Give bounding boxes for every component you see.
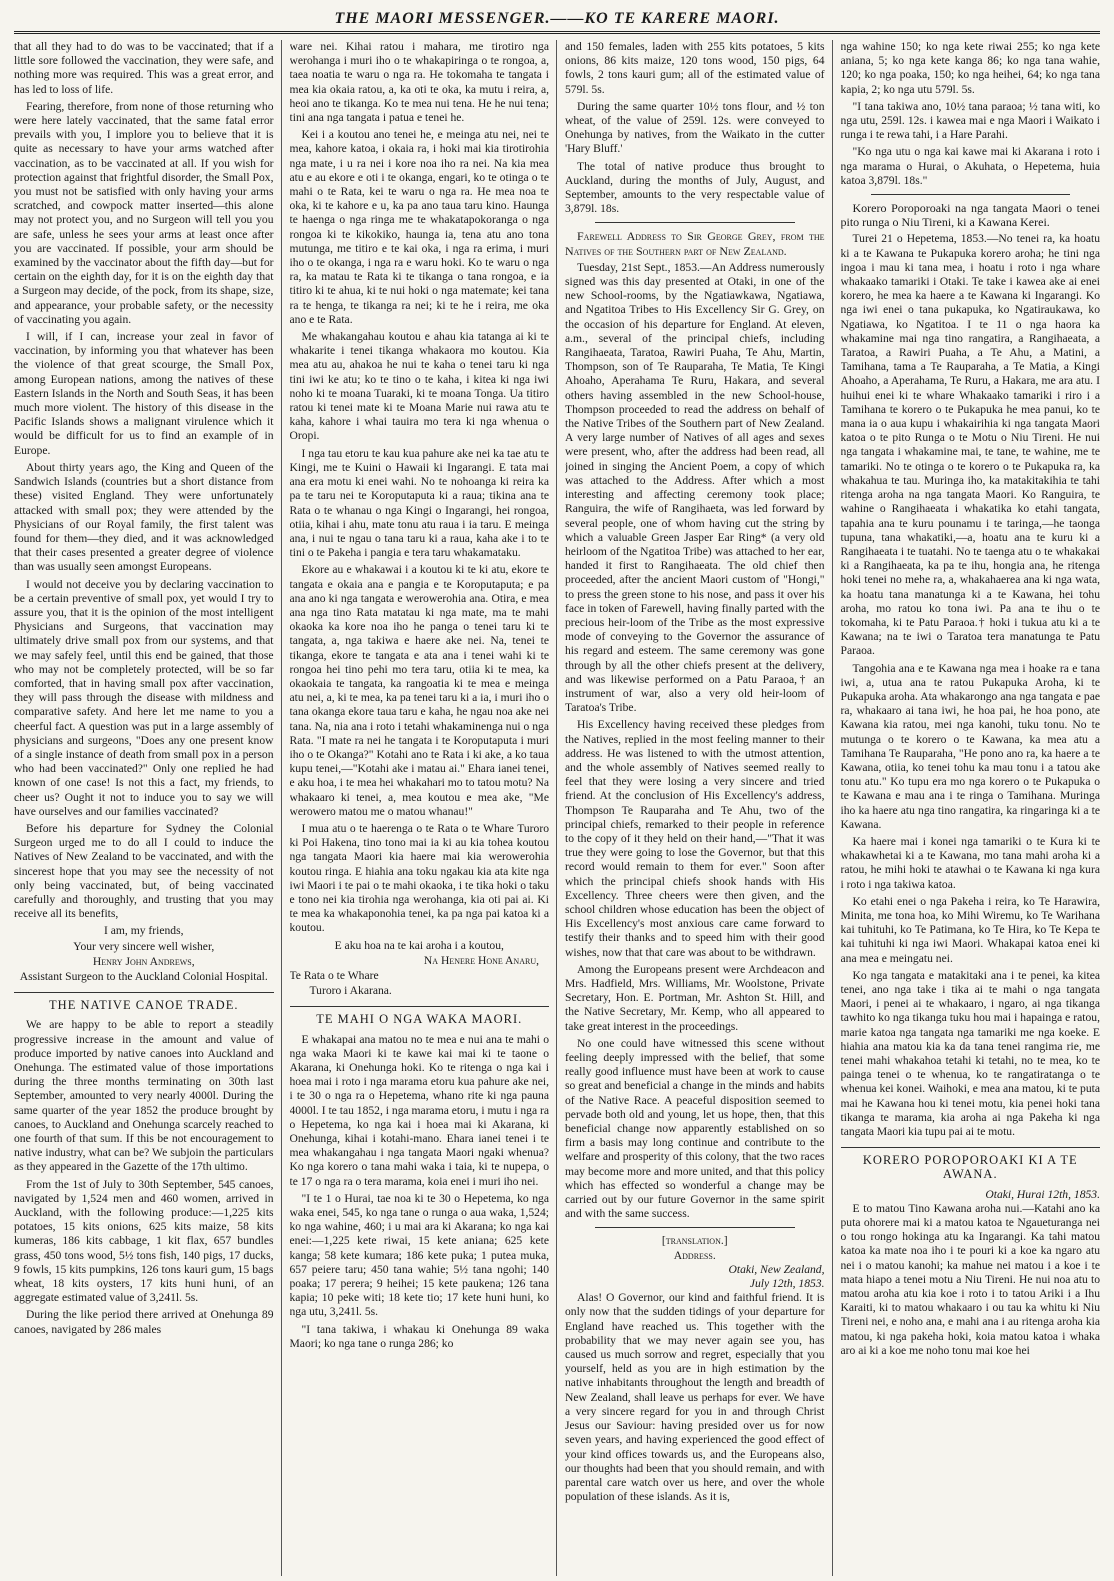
paragraph: Ko etahi enei o nga Pakeha i reira, ko Te Harawira, Minita, me tona hoa, ko Mihi Wiremu, ko Te Warihana kai tuhituhi, ko Te Patimana, ko Te Hira, ko Te Kepa te kai tuhituhi ki nga iwi Maori. Whakapai katoa enei ki ana mea e meingatu nei. — [840, 894, 1100, 965]
column-1 — [14, 40, 282, 1576]
paragraph: "I te 1 o Hurai, tae noa ki te 30 o Hepetema, ko nga waka enei, 545, ko nga tane o runga o aua waka, 1,524; ko nga wahine, 460; i u mai ara ki Akarana; ko nga kai enei:—1,225 kete riwai, 15 kete aniana; 625 kete kanga; 58 kete kumara; 186 kete puka; 1 putea muka, 657 peiere taru; 450 tana wahie; 5½ tana ngohi; 140 poaka; 17 perera; 9 heihei; 15 kete paukena; 126 tana kapia; 10 peke witi; 18 kete tio; 17 kete huni huni, ko nga utu, 3,241l. 5s. — [289, 1191, 549, 1319]
paragraph: Ka haere mai i konei nga tamariki o te Kura ki te whakawhetai ki a te Kawana, mo tana mahi aroha ki a ratou, he mihi hoki te atawhai o te Kawana ki nga kura i roto i nga takiwa katoa. — [840, 834, 1100, 891]
section-heading: KORERO POROPOROAKI KI A TE AWANA. — [841, 1147, 1101, 1181]
paragraph: During the same quarter 10½ tons flour, and ½ ton wheat, of the value of 259l. 12s. were conveyed to Onehunga by natives, from the Waikato in the cutter 'Hary Bluff.' — [565, 99, 825, 156]
date-line: July 12th, 1853. — [749, 1277, 825, 1291]
paragraph: Tuesday, 21st Sept., 1853.—An Address numerously signed was this day presented at Otaki, in one of the new School-rooms, by the Ngatiawkawa, Ngatiawa, and Ngatitoa Tribes to His Excellency Sir G. Grey, on the occasion of his departure for England. At eleven, a.m., several of the principal chiefs, including Rangihaeata, Taratoa, Rawiri Puaha, Te Ahu, Martin, Thompson, son of Te Rauparaha, Te Matia, Te Kingi Ahoaho, Aperahama Te Ruru, Hakara, and several others having assembled in the new School-house, Thompson proceeded to read the address on behalf of the Native Tribes of the Southern part of New Zealand. A very large number of Natives of all ages and sexes were present, who, after the address had been read, all joined in singing the Ancient Poem, a copy of which was attached to the Address. After which a most interesting and affecting ceremony took place; Ranguira, the wife of Rangihaeta, was led forward by several people, one of whom having cut the string by which a valuable Green Jasper Ear Ring* (a very old heirloom of the Ngatitoa Tribe) was attached to her ear, handed it first to Rangihaeata. The old chief then proceeded, after the ancient Maori custom of "Hongi," to press the green stone to his nose, and pass it over his face in token of Farewell, having finally parted with the precious heir-loom of the Tribe as the most expressive mode of conveying to the Governor the assurance of his regard and esteem. The same ceremony was gone through by all the other chiefs present at the delivery, and was likewise performed on a Patu Paraoa,† an instrument of war, also a very old heir-loom of Taratoa's Tribe. — [565, 260, 825, 715]
paragraph: Me whakangahau koutou e ahau kia tatanga ai ki te whakarite i tenei tikanga whakaora mo koutou. Kia mea atu au, ahakoa he nui te kaha o tenei taru ki nga tini iwi ke atu; ko te tino o te kaha, i kitea ki nga iwi noho ki te moana Tuaraki, ki te moana Tonga. Ua titiro ratou ki tenei mate ki te Moana Marie nui rawa atu te kaha, kahore i whai tauira mo tera ki nga whenua o Oropi. — [289, 330, 549, 443]
paragraph: I would not deceive you by declaring vaccination to be a certain preventive of small pox, yet would I try to assure you, that it is the opinion of the most intelligent Physicians and Surgeons, that vaccination may ultimately drive small pox from our systems, and that we may safely feel, until this end be gained, that those who may not be completely protected, will be so far comforted, that in having small pox after vaccination, they will pass through the disease with mildness and comparative safety. And here let me name to you a cheerful fact. A question was put in a large assembly of physicians and surgeons, "Does any one present know of a single instance of death from small pox in a person who had been vaccinated?" Only one replied he had known of one case! Is not this a fact, my friends, to cheer us? Ought it not to induce you to say we will have ourselves and our families vaccinated? — [14, 577, 274, 818]
paragraph: Ko nga tangata e matakitaki ana i te penei, ka kitea tenei, ano nga take i tika ai te mahi o nga tangata Maori, i penei ai te whakaaro, i ngaro, ai nga tikanga tawhito ko nga tikanga tuku hou mai i hapainga e ratou, marie katoa nga tangata nga tamariki me nga koeke. E hiahia ana matou kia ka da tana tenei rangima rie, me tenei mahi whakahoa tetahi ki tetahi, no te mea, ko te painga tenei o te whenua, ko te rangatiratanga o te whenua kei konei. Waihoki, e mea ana matou, ki te puta mai he Kawana hou ki tenei motu, kia penei hoki tana tikanga te marama, kia aroha ai nga Pakeha ki nga tangata Maori kia tupu pai ai te motu. — [840, 968, 1100, 1139]
paragraph: About thirty years ago, the King and Queen of the Sandwich Islands (countries but a short distance from these) visited England. They were unfortunately attacked with small pox; they were attended by the Physicians of our Royal family, the first talent was found for them—they died, and it was acknowledged that their cases presented a greater degree of violence than was usually seen amongst Europeans. — [14, 460, 274, 574]
paragraph: During the like period there arrived at Onehunga 89 canoes, navigated by 286 males — [14, 1308, 274, 1336]
paragraph: Tangohia ana e te Kawana nga mea i hoake ra e tana iwi, a, utua ana te ratou Pukapuka Aroha, ki te Pukapuka aroha. Ata whakarongo ana nga tangata e pae ra, whakaaro ai tana iwi, he hoa pai, he hoa pono, ate Kawana kia ratou, mei nga kanohi, tuku tonu. No te mutunga o te korero o te Kawana, ka mea atu a Tamihana Te Rauparaha, "He pono ano ra, ka haere a te Kawana, otiia, ko tenei tohu ka mau tonu i a tatou ake tonu atu." Ko tupu era mo nga korero o te Pukapuka o te Kawana e mau ana i te ringa o Tamihana. Muringa iho ka haere atu nga tino rangatira, ka ringaringa ki a te Kawana. — [840, 661, 1100, 831]
paragraph: Fearing, therefore, from none of those returning who were here lately vaccinated, that the same fatal error prevails with you, I implore you to believe that it is quite as necessary to have your arms watched after vaccination, as to be vaccinated at all. If you wish for protection against that frightful disorder, the Small Pox, you must not be satisfied with only having your arms scratched, and cowpock matter inserted—this alone may not protect you, and no Surgeon will tell you you are safe, unless he sees your arms at least once after you are vaccinated. If possible, your arm should be examined by the vaccinator about the fifth day—but for certain on the eighth day, for it is on the eighth day that a Surgeon may decide, of the pock, from its shape, size, and appearance, your probable safety, or the necessity of vaccinating you again. — [14, 99, 274, 326]
divider — [871, 194, 1071, 195]
paragraph: I will, if I can, increase your zeal in favor of vaccination, by informing you that whatever has been the violence of that great scourge, the Small Pox, among European nations, among the natives of these Eastern Islands in the North and South Seas, it has been much more violent. The history of this disease in the Pacific Islands shows a malignant virulence which it would be difficult for us to find an example of in Europe. — [14, 330, 274, 457]
paragraph: nga wahine 150; ko nga kete riwai 255; ko nga kete aniana, 5; ko nga kete kanga 86; ko nga tana wahie, 120; ko nga poaka, 150; ko nga heihei, 64; ko nga tana kapia, 2; ko nga utu 579l. 5s. — [840, 40, 1100, 96]
section-heading: THE NATIVE CANOE TRADE. — [14, 992, 274, 1012]
signature-name: Henry John Andrews, — [92, 954, 195, 968]
section-heading: Farewell Address to Sir George Grey, from the Natives of the Southern part of New Zealand. — [565, 229, 825, 258]
address-label: Address. — [673, 1248, 716, 1262]
paragraph: ware nei. Kihai ratou i mahara, me tirotiro nga werohanga i muri iho o te whakapiringa o te rongoa, a, taea noatia te waru o nga ra. He tokomaha te tangata i mea kia okaia ratou, a, ka oti te oka, ka mutu i reira, a, heoi ano te tikanga. Ko te mea nui tena. He he nui tena; tini ana nga tangata i patua e tenei he. — [289, 40, 549, 125]
signature-line: I am, my friends, — [103, 924, 184, 938]
paragraph: I nga tau etoru te kau kua pahure ake nei ka tae atu te Kingi, me te Kuini o Hawaii ki Ingarangi. E tata mai ana era motu ki enei wahi. No te nohoanga ki reira ka pa te taru nei te Koroputaputa ki a raua; tikina ana te Rata o te whanau o nga Kingi o Ingarangi, hei rongoa, otiia, kihai i ahu, mate tonu atu raua i ia taru. E meinga ana, i nui te ngau o tana taru ki a raua, kaha ake i to te tini o te Pakeha i pangia e tera taru whakamataku. — [289, 446, 549, 560]
translation-label: [translation.] — [661, 1234, 728, 1248]
column-3 — [565, 40, 833, 1576]
date-line: Otaki, Hurai 12th, 1853. — [985, 1187, 1100, 1201]
paragraph: No one could have witnessed this scene without feeling deeply impressed with the belief, that some really good influence must have been at work to cause so great and beneficial a change in the minds and habits of the Native Race. A peaceful disposition seemed to pervade both old and young, let us hope, then, that this beneficial change now apparently established on so firm a basis may long continue and contribute to the welfare and prosperity of this colony, that the two races may become more and more united, and that this policy which has effected so wonderful a change may be carried out by our future Governor in the same spirit and with the same success. — [565, 1036, 825, 1221]
paragraph: I mua atu o te haerenga o te Rata o te Whare Turoro ki Poi Hakena, tino tono mai ia ki au kia tohea koutou nga tangata Maori kia haere mai kia werowerohia koutou ringa. E hiahia ana toku ngakau kia ata kite nga iwi Maori i te pai o te mahi okaoka, i te tika hoki o taku e tono nei kia tirohia nga werohanga, kia oti pai ai. Ki te mea ka whakaponohia tenei, ka pa nga pai katoa ki a koutou. — [289, 821, 549, 935]
paragraph: "I tana takiwa ano, 10½ tana paraoa; ½ tana witi, ko nga utu, 259l. 12s. i kawea mai e nga Maori i Waikato i runga i te rewa tahi, i a Hare Parahi. — [840, 99, 1100, 142]
signature-title: Te Rata o te Whare — [289, 969, 379, 982]
paragraph: "I tana takiwa, i whakau ki Onehunga 89 waka Maori; ko nga tane o runga 286; ko — [289, 1322, 549, 1350]
paragraph: Kei i a koutou ano tenei he, e meinga atu nei, nei te mea, kahore katoa, i okaia ra, i hoki mai kia tirotirohia nga mate, i u ra nei i kore noa iho ra nei. Na kia mea atu e au ekore e oti i te okanga, engari, ko te otinga o te mahi o te Rata, kei te waru o nga ra. He mea noa te oka, ki te kahore e u, ka pa ano taua taru kino. Haunga te haenga o nga ringa me te whakatapokoranga o nga rongoa ki te kikokiko, haunga ia, tena atu ano tona mutunga, me titiro e te kai oka, i nga ra erima, i muri iho o te okanga, i nga ra e waru hoki. Ko te waru o nga ra, ka matau te Rata ki te tikanga o tana rongoa, e ia titiro ki te ahua, ki te nui hoki o nga matemate; kei tana ra te henga, te tikanga ra nei; ki te he i reira, me oka ano e te Rata. — [289, 128, 549, 326]
paragraph: Alas! O Governor, our kind and faithful friend. It is only now that the sudden tidings of your departure for England have reached us. This together with the probability that we may never again see you, has caused us much sorrow and regret, especially that you yourself, held as you are in high estimation by the native inhabitants throughout the length and breadth of New Zealand, shall leave us perhaps for ever. We have a very sincere regard for you in and through Christ Jesus our Saviour: having presided over us for now seven years, and having experienced the good effect of your kind offices towards us, and the Europeans also, our thoughts had been that you should remain, and with parental care watch over us here, and over the whole population of these islands. As it is, — [565, 1291, 825, 1504]
paragraph: Ekore au e whakawai i a koutou ki te ki atu, ekore te tangata e okaia ana e pangia e te Koroputaputa; e pa ana ano ki nga tangata e werowerohia ana. Otira, e mea ana nga tino Rata matatau ki nga mate, ma te mahi okaoka ka kore noa iho he panga o tenei taru ki te tangata, a, nga takiwa e haere ake nei. Na, tenei te tikanga, ekore te tangata e ata ana i tenei wahi ki te rongoa hei tino pehi mo tera taru, otiia ki te mea, ka okaokaia te tangata, ka rangoatia ki te mea e meinga atu nei, a, ki te mea, ka pa tenei taru ki a ia, i muri iho o tana okanga ekore taua taru e kaha, he ngau noa ake nei tana. Na, nia ana i roto i tetahi whakaminenga nui o nga Rata. "I mate ra nei he tangata i te Koroputaputa i muri iho o te Okanga?" Kotahi ano te Rata i ki ake, a ko taua kupu tenei,—"Kotahi ake i matau ai." Ehara ianei tenei, e aku hoa, i te mea hei whakahari mo to tatou motu? Na whakaaro ki tenei, a, mea koutou e mea ake, "Me werowero matou me o matou whanau!" — [289, 563, 549, 818]
paragraph: We are happy to be able to report a steadily progressive increase in the amount and value of produce imported by native canoes into Auckland and Onehunga. The estimated value of those importations during the three months terminating on 30th last September, amounted to very nearly 4000l. During the same quarter of the year 1852 the produce brought by canoes, to Auckland and Onehunga scarcely reached to one fourth of that sum. If this be not encouragement to native industry, what can be? We subjoin the particulars as they appeared in the Gazette of the 17th ultimo. — [14, 1018, 274, 1174]
paragraph: From the 1st of July to 30th September, 545 canoes, navigated by 1,524 men and 460 women, arrived in Auckland, with the following produce:—1,225 kits potatoes, 15 kits onions, 625 kits maize, 58 kits kumeras, 186 kits cabbage, 1 kit flax, 657 bundles grass, 450 tons wood, 5½ tons fish, 140 pigs, 17 ducks, 9 fowls, 15 kits pumpkins, 126 tons kauri gum, 15 bags wheat, 18 kits oysters, 17 kits huni huni, of an aggregate estimated value of 3,241l. 5s. — [14, 1177, 274, 1305]
paragraph: that all they had to do was to be vaccinated; that if a little sore followed the vaccination, they were safe, and nothing more was required. This was a great error, and has led to loss of life. — [14, 40, 274, 96]
column-4 — [841, 40, 1101, 1576]
paragraph: His Excellency having received these pledges from the Natives, replied in the most feeling manner to their address. He was listened to with the utmost attention, and the whole assembly of Natives seemed really to feel that they were losing a very sincere and tried friend. At the conclusion of His Excellency's address, Thompson Te Rauparaha and Te Ahu, two of the principal chiefs, remarked to their people in reference to the copy of it they held on their hand,—"That it was true they were going to lose the Governor, but that this record would remain to them for ever." Soon after which the principal chiefs shook hands with His Excellency. Three cheers were then given, and the school children whose education has been the object of His Excellency's most anxious care came forward to testify their thanks and to speed him with their good wishes, now that that care was about to be withdrawn. — [565, 718, 825, 959]
divider — [595, 1227, 795, 1228]
signature-title: Turoro i Akarana. — [309, 984, 392, 998]
masthead: THE MAORI MESSENGER.——KO TE KARERE MAORI. — [14, 8, 1100, 34]
paragraph: Before his departure for Sydney the Colonial Surgeon urged me to do all I could to induce the Natives of New Zealand to be vaccinated, and with the sincerest hope that you may see the necessity of not only being vaccinated, but, of being vaccinated carefully and thoroughly, and trusting that you may receive all its benefits, — [14, 821, 274, 921]
place-line: Otaki, New Zealand, — [728, 1262, 825, 1276]
section-heading: TE MAHI O NGA WAKA MAORI. — [290, 1006, 550, 1026]
signature-title: Assistant Surgeon to the Auckland Colonial Hospital. — [19, 970, 268, 983]
paragraph: E to matou Tino Kawana aroha nui.—Katahi ano ka puta ohorere mai ki a matou katoa te Ngaueturanga nei o tou rongo hokinga atu ka Ingarangi. Ka tahi matou katoa ka mate noa iho i te pouri ki a koe ka ngaro atu nei i o matou kanohi; ka mahue nei matou i a koe i te mata hiapo a tenei motu a Niu Tireni. He nui noa atu to matou aroha atu kia koe i roto i to tatou Ariki i a Ihu Karaiti, ki to matou whakaaro i ou tau ka whitu ki Niu Tireni nei, e noho ana, e mahi ana i au ritenga aroha kia matou, ki nga pakeha hoki, koia matou katoa i whaka aro ai ki a koe me noho tonu mai koe hei — [840, 1201, 1100, 1357]
column-2 — [290, 40, 558, 1576]
paragraph: and 150 females, laden with 255 kits potatoes, 5 kits onions, 86 kits maize, 120 tons wood, 150 pigs, 64 fowls, 2 tons kauri gum; all of the estimated value of 579l. 5s. — [565, 40, 825, 96]
paragraph: "Ko nga utu o nga kai kawe mai ki Akarana i roto i nga marama o Hurai, o Akuhata, o Hepetema, huia katoa 3,879l. 18s." — [840, 145, 1100, 187]
paragraph: E whakapai ana matou no te mea e nui ana te mahi o nga waka Maori ki te kawe kai mai ki te taone o Akarana, ki Onehunga hoki. Ko te ritenga o nga kai i hoea mai i roto i nga marama etoru kua pahure ake nei, i te 30 o nga ra o Hepetema, whano rite ki nga pauna 4000l. I te tau 1852, i nga marama etoru, i mutu i nga ra o Hepetema, ko nga kai i hoea mai ki Akarana, ki Onehunga, kihai i kotahi-mano. Ehara ianei tenei i te mea whakangahau i nga tangata Maori ngaki whenua? Ko nga korero o tana mahi waka i taia, ki te nupepa, o te 17 o nga ra o tera marama, koia enei i muri iho nei. — [289, 1032, 550, 1188]
columns — [14, 40, 1100, 1576]
signature-line: E aku hoa na te kai aroha i a koutou, — [334, 938, 504, 952]
paragraph: The total of native produce thus brought to Auckland, during the months of July, August, and September, amounts to the very respectable value of 3,879l. 18s. — [565, 159, 825, 216]
paragraph: Turei 21 o Hepetema, 1853.—No tenei ra, ka hoatu ki a te Kawana te Pukapuka korero aroha; he tini nga ingoa i mau ki tana mea, i hoatu i roto i nga whare whakaako tamariki i Otaki. Te take i kawea ake ai enei korero, he mea ka haere a te Kawana ki Ingarangi. Ko nga iwi enei o tana pukapuka, ko Ngatiraukawa, ko Ngatiawa, ko Ngatitoa. I te 11 o nga haora ka whakamine mai nga tino rangatira, a Rangihaeata, a Taratoa, a Rawiri Puaha, a Te Ahu, a Matini, a Tamihana, tama a Te Rauparaha, a Te Matia, a Kingi Ahoaho, a Aperahama, Te Ruru, a Hakara, me ara atu. I huihui enei ki te whare Whakaako tamariki i riro i a Tamihana te korero o te Pukapuka he mea panui, ko te mana ia o aua kupu i whakairihia ki nga tangata Maori katoa o te pito Runga o te Motu o Niu Tireni. He nui nga tangata i whakamine mai, te tane, te wahine, me te tamariki. No te otinga o te korero o te Pukapuka ra, ka whakahua te tau. Muringa iho, ka matakitakihia te tahi ritenga aroha na nga tangata Maori. Ko Ranguira, te wahine o Rangihaeata i whakatika ko etahi tangata, tapahia ana te kuru pounamu i te taringa,—he taonga tupuna, tana whakatiki,—a, hoatu ana te kuru ki a Rangihaeata i te tuatahi. No te taenga atu o te whakakai ki a Rangihaeata, ka pa te ihu, hongia ana, he ritenga hoki tenei no mehe ra, a, whakahaerea ana ki nga wata, ka hoatu tana manatunga ki a te Kawana, hei tohu aroha, mo ratou ko tona iwi. Pa ana te ihu o te tokomaha, ki te Patu Paraoa.† hoki i tukua atu ki a te Kawana; na te iwi o Taratoa tera manatunga te Patu Paraoa. — [840, 232, 1100, 658]
divider — [595, 222, 795, 223]
signature-name: Na Henere Hone Anaru, — [423, 953, 539, 967]
paragraph: Among the Europeans present were Archdeacon and Mrs. Hadfield, Mrs. Williams, Mr. Woolstone, Private Secretary, Hon. E. Portman, Mr. Ashton St. Hill, and the Native Secretary, Mr. Kemp, who all appeared to take great interest in the proceedings. — [565, 962, 825, 1033]
signature-line: Your very sincere well wisher, — [73, 939, 215, 953]
section-heading: Korero Poroporoaki na nga tangata Maori o tenei pito runga o Niu Tireni, ki a Kawana Kerei. — [840, 201, 1100, 230]
